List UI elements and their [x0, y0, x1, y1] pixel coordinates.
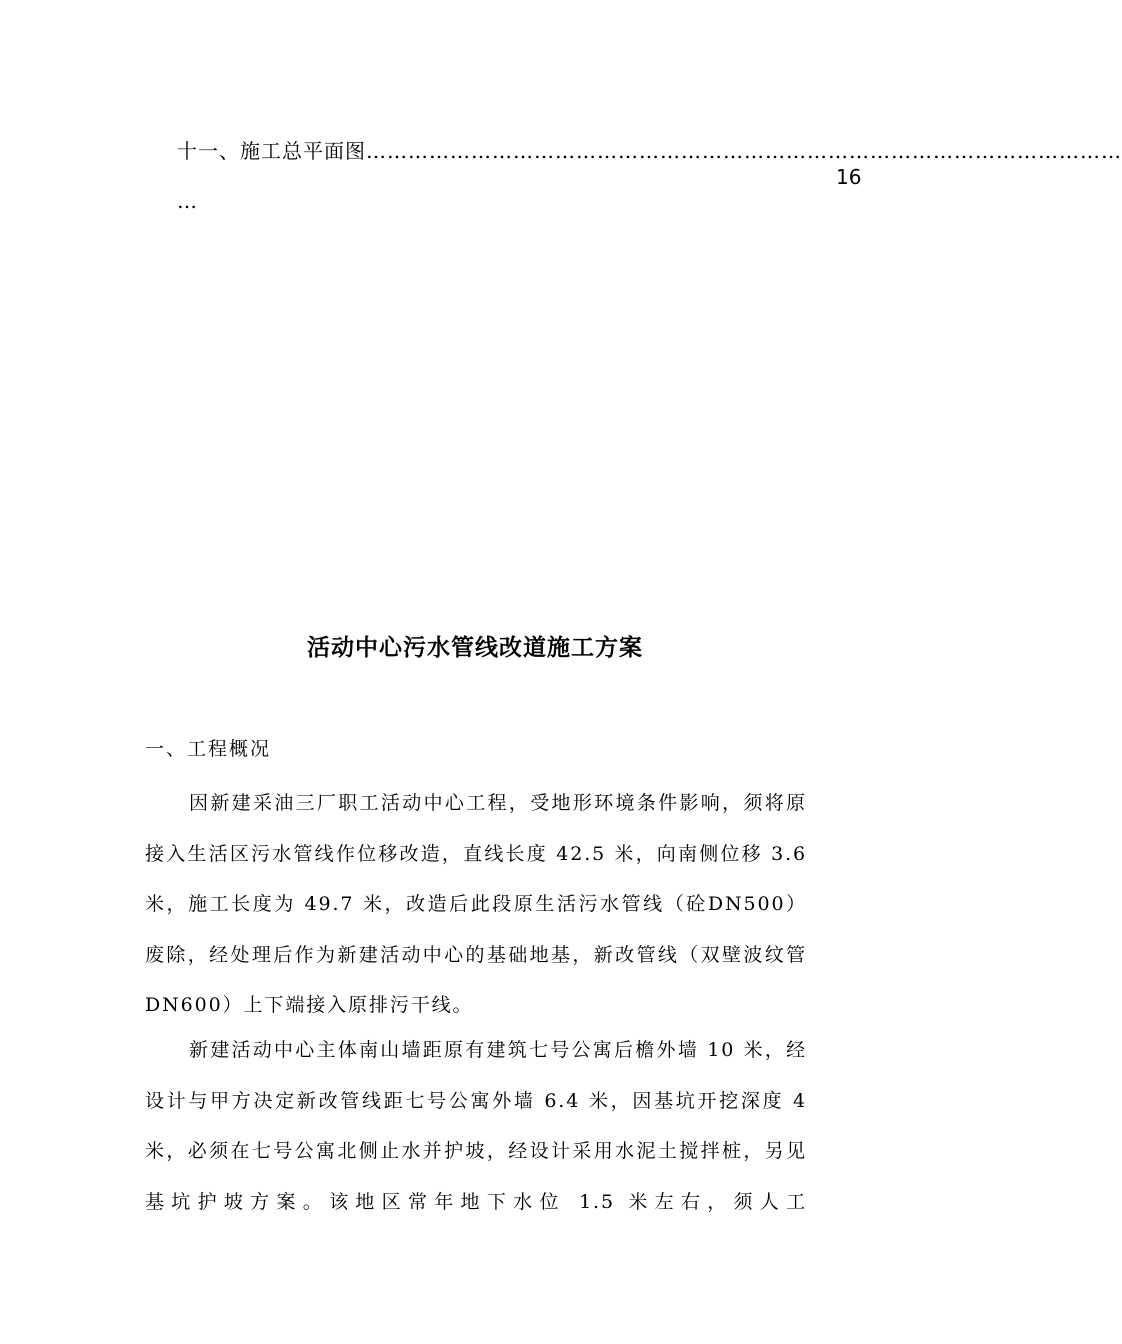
- document-title: 活动中心污水管线改道施工方案: [307, 634, 643, 661]
- section-heading: 一、工程概况: [145, 738, 272, 760]
- toc-entry-line: [177, 136, 1122, 166]
- body-paragraph-1: 因新建采油三厂职工活动中心工程，受地形环境条件影响，须将原接入生活区污水管线作位移改造，直线长度 42.5 米，向南侧位移 3.6 米，施工长度为 49.7 米，改造后此段原生活污水管线（砼DN500）废除，经处理后作为新建活动中心的基础地基，新改管线（双壁波纹管 DN600）上下端接入原排污干线。: [145, 792, 807, 1016]
- toc-leader-dots: ………………………………………………………………………………………………: [366, 139, 1122, 163]
- toc-entry-label: 十一、施工总平面图: [177, 139, 366, 163]
- toc-page-number: 16: [836, 165, 862, 189]
- body-paragraph-2: 新建活动中心主体南山墙距原有建筑七号公寓后檐外墙 10 米，经设计与甲方决定新改管线距七号公寓外墙 6.4 米，因基坑开挖深度 4 米，必须在七号公寓北侧止水并护坡，经设计采用水泥土搅拌桩，另见基坑护坡方案。该地区常年地下水位 1.5 米左右，须人工: [145, 1039, 807, 1213]
- toc-leader-continuation: …: [177, 189, 197, 213]
